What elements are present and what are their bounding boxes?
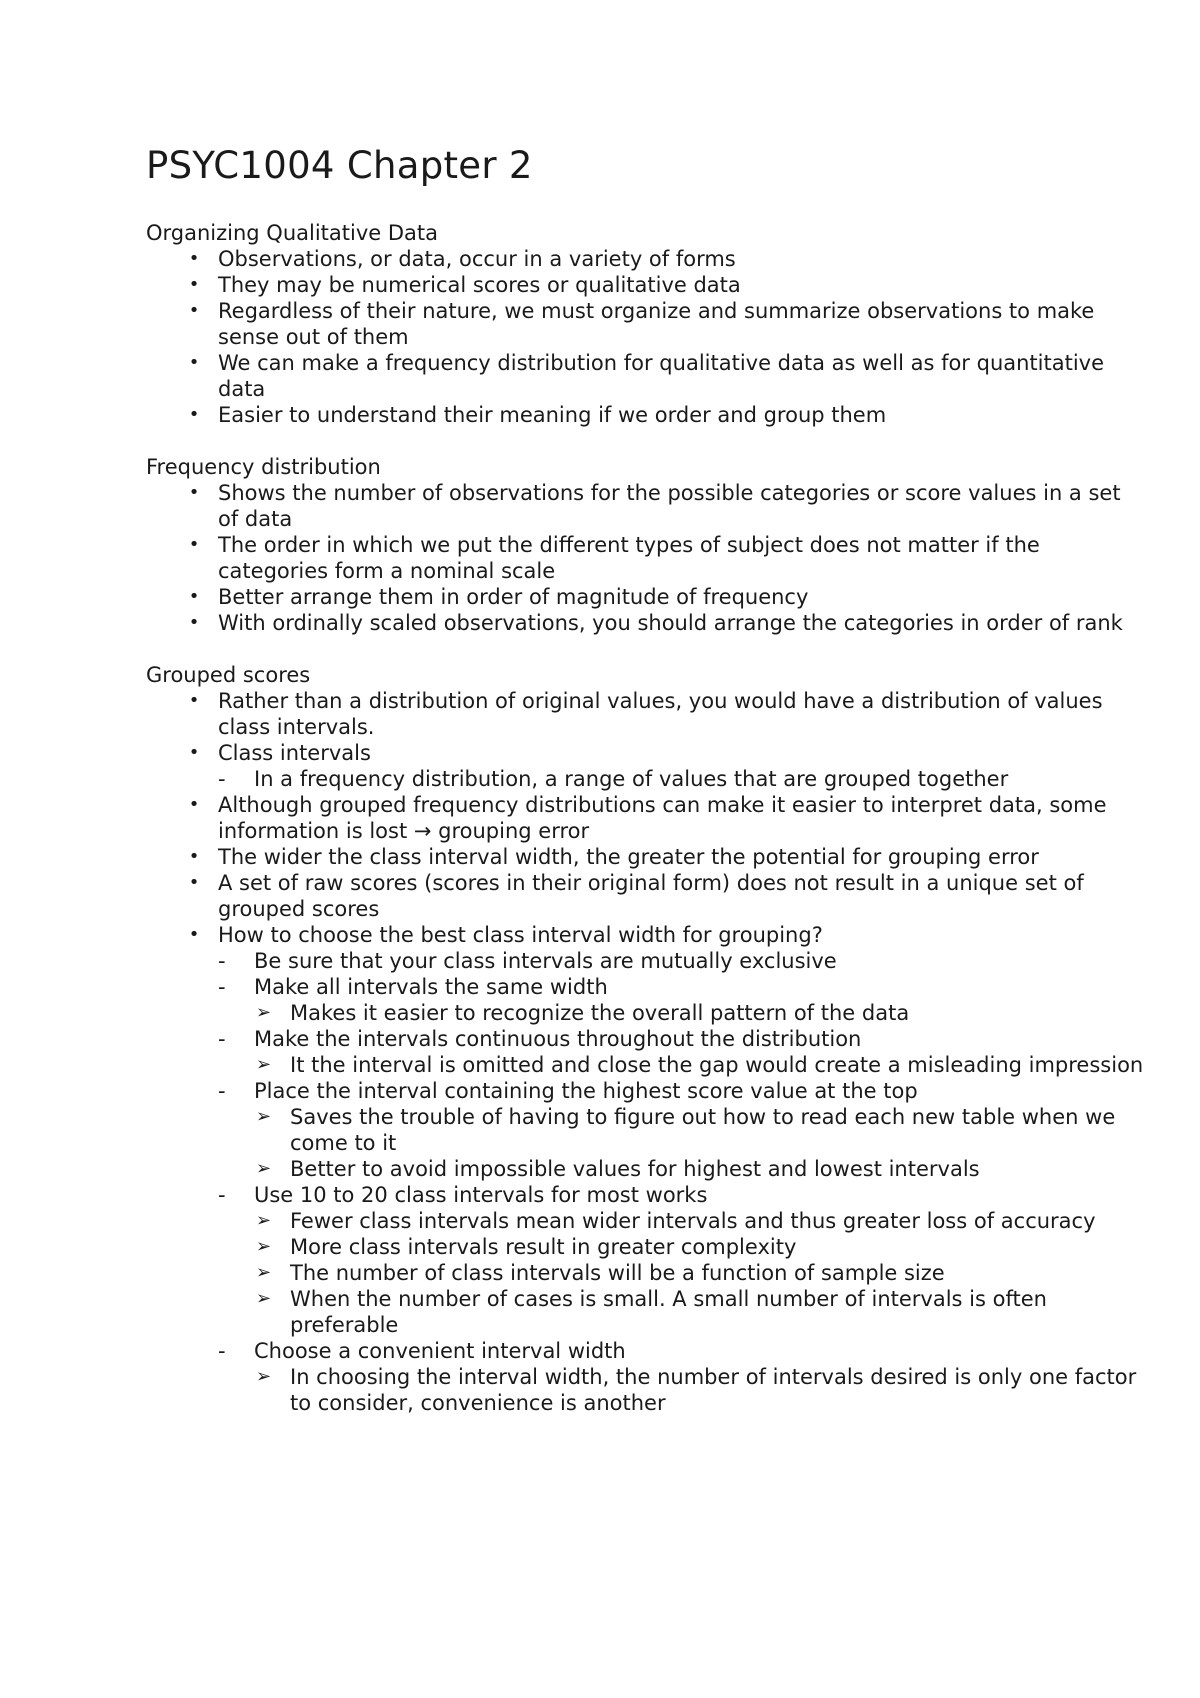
dash-item bbox=[218, 1338, 1146, 1416]
arrow-bullet-icon: ➢ bbox=[256, 1158, 272, 1179]
arrow-item bbox=[254, 1156, 1146, 1182]
sub-list bbox=[254, 1208, 1146, 1338]
bullet-item bbox=[146, 610, 1146, 636]
bullet-icon: • bbox=[188, 274, 200, 295]
bullet-item bbox=[146, 480, 1146, 532]
item-text: Rather than a distribution of original values, you would have a distribution of values class intervals. bbox=[218, 689, 1103, 739]
item-text: Shows the number of observations for the possible categories or score values in a set of data bbox=[218, 481, 1121, 531]
arrow-bullet-icon: ➢ bbox=[256, 1288, 272, 1309]
bullet-item bbox=[146, 844, 1146, 870]
dash-marker: - bbox=[218, 767, 226, 791]
section bbox=[146, 220, 1146, 428]
dash-marker: - bbox=[218, 1027, 226, 1051]
item-text: Fewer class intervals mean wider intervals and thus greater loss of accuracy bbox=[290, 1209, 1096, 1233]
item-text: Make all intervals the same width bbox=[254, 975, 608, 999]
bullet-icon: • bbox=[188, 742, 200, 763]
dash-item bbox=[218, 1026, 1146, 1078]
arrow-item bbox=[254, 1260, 1146, 1286]
bullet-icon: • bbox=[188, 586, 200, 607]
item-text: When the number of cases is small. A small number of intervals is often preferable bbox=[290, 1287, 1047, 1337]
bullet-icon: • bbox=[188, 924, 200, 945]
section-heading: Frequency distribution bbox=[146, 455, 381, 479]
arrow-item bbox=[254, 1000, 1146, 1026]
item-text: Place the interval containing the highest score value at the top bbox=[254, 1079, 918, 1103]
bullet-icon: • bbox=[188, 482, 200, 503]
section-heading: Organizing Qualitative Data bbox=[146, 221, 439, 245]
bullet-icon: • bbox=[188, 846, 200, 867]
item-text: In a frequency distribution, a range of values that are grouped together bbox=[254, 767, 1009, 791]
section bbox=[146, 662, 1146, 1416]
item-text: Class intervals bbox=[218, 741, 371, 765]
item-text: Make the intervals continuous throughout the distribution bbox=[254, 1027, 862, 1051]
dash-item bbox=[218, 1078, 1146, 1182]
sub-list bbox=[254, 1000, 1146, 1026]
item-text: Saves the trouble of having to figure out how to read each new table when we come to it bbox=[290, 1105, 1116, 1155]
bullet-item bbox=[146, 792, 1146, 844]
section bbox=[146, 454, 1146, 636]
item-text: A set of raw scores (scores in their original form) does not result in a unique set of grouped scores bbox=[218, 871, 1084, 921]
sub-list bbox=[254, 1104, 1146, 1182]
document-body bbox=[146, 220, 1146, 1416]
bullet-item bbox=[146, 402, 1146, 428]
document-page bbox=[146, 138, 1146, 1442]
page-title: PSYC1004 Chapter 2 bbox=[146, 144, 533, 187]
arrow-bullet-icon: ➢ bbox=[256, 1210, 272, 1231]
bullet-icon: • bbox=[188, 612, 200, 633]
bullet-item bbox=[146, 688, 1146, 740]
arrow-bullet-icon: ➢ bbox=[256, 1106, 272, 1127]
bullet-item bbox=[146, 532, 1146, 584]
item-text: The order in which we put the different types of subject does not matter if the categories form a nominal scale bbox=[218, 533, 1040, 583]
dash-marker: - bbox=[218, 1339, 226, 1363]
sub-list bbox=[218, 766, 1146, 792]
bullet-item bbox=[146, 922, 1146, 1416]
arrow-bullet-icon: ➢ bbox=[256, 1002, 272, 1023]
arrow-item bbox=[254, 1364, 1146, 1416]
bullet-list bbox=[146, 688, 1146, 1416]
dash-marker: - bbox=[218, 975, 226, 999]
bullet-item bbox=[146, 272, 1146, 298]
item-text: It the interval is omitted and close the gap would create a misleading impression bbox=[290, 1053, 1144, 1077]
item-text: In choosing the interval width, the number of intervals desired is only one factor to consider, convenience is another bbox=[290, 1365, 1137, 1415]
bullet-icon: • bbox=[188, 794, 200, 815]
arrow-item bbox=[254, 1208, 1146, 1234]
item-text: How to choose the best class interval width for grouping? bbox=[218, 923, 823, 947]
dash-item bbox=[218, 766, 1146, 792]
section-heading: Grouped scores bbox=[146, 663, 311, 687]
item-text: More class intervals result in greater complexity bbox=[290, 1235, 797, 1259]
arrow-bullet-icon: ➢ bbox=[256, 1236, 272, 1257]
item-text: The wider the class interval width, the greater the potential for grouping error bbox=[218, 845, 1039, 869]
arrow-bullet-icon: ➢ bbox=[256, 1366, 272, 1387]
bullet-item bbox=[146, 740, 1146, 792]
item-text: Better to avoid impossible values for highest and lowest intervals bbox=[290, 1157, 980, 1181]
bullet-icon: • bbox=[188, 690, 200, 711]
item-text: They may be numerical scores or qualitative data bbox=[218, 273, 741, 297]
bullet-icon: • bbox=[188, 404, 200, 425]
item-text: Be sure that your class intervals are mutually exclusive bbox=[254, 949, 837, 973]
dash-marker: - bbox=[218, 1183, 226, 1207]
item-text: We can make a frequency distribution for qualitative data as well as for quantitative data bbox=[218, 351, 1105, 401]
bullet-icon: • bbox=[188, 248, 200, 269]
item-text: Makes it easier to recognize the overall pattern of the data bbox=[290, 1001, 910, 1025]
bullet-item bbox=[146, 350, 1146, 402]
sub-list bbox=[254, 1052, 1146, 1078]
item-text: Use 10 to 20 class intervals for most works bbox=[254, 1183, 708, 1207]
item-text: Observations, or data, occur in a variety of forms bbox=[218, 247, 736, 271]
item-text: Although grouped frequency distributions can make it easier to interpret data, some information is lost → grouping error bbox=[218, 793, 1107, 843]
sub-list bbox=[254, 1364, 1146, 1416]
bullet-item bbox=[146, 246, 1146, 272]
item-text: The number of class intervals will be a function of sample size bbox=[290, 1261, 945, 1285]
arrow-item bbox=[254, 1286, 1146, 1338]
dash-marker: - bbox=[218, 1079, 226, 1103]
sub-list bbox=[218, 948, 1146, 1416]
item-text: Easier to understand their meaning if we order and group them bbox=[218, 403, 887, 427]
item-text: Choose a convenient interval width bbox=[254, 1339, 626, 1363]
arrow-item bbox=[254, 1052, 1146, 1078]
bullet-item bbox=[146, 298, 1146, 350]
bullet-list bbox=[146, 480, 1146, 636]
dash-item bbox=[218, 948, 1146, 974]
bullet-list bbox=[146, 246, 1146, 428]
arrow-item bbox=[254, 1234, 1146, 1260]
dash-item bbox=[218, 1182, 1146, 1338]
dash-marker: - bbox=[218, 949, 226, 973]
bullet-icon: • bbox=[188, 352, 200, 373]
arrow-bullet-icon: ➢ bbox=[256, 1054, 272, 1075]
bullet-icon: • bbox=[188, 300, 200, 321]
item-text: Better arrange them in order of magnitude of frequency bbox=[218, 585, 809, 609]
dash-item bbox=[218, 974, 1146, 1026]
arrow-bullet-icon: ➢ bbox=[256, 1262, 272, 1283]
arrow-item bbox=[254, 1104, 1146, 1156]
bullet-item bbox=[146, 870, 1146, 922]
item-text: With ordinally scaled observations, you should arrange the categories in order of rank bbox=[218, 611, 1123, 635]
bullet-icon: • bbox=[188, 534, 200, 555]
bullet-icon: • bbox=[188, 872, 200, 893]
item-text: Regardless of their nature, we must organize and summarize observations to make sense out of them bbox=[218, 299, 1095, 349]
bullet-item bbox=[146, 584, 1146, 610]
